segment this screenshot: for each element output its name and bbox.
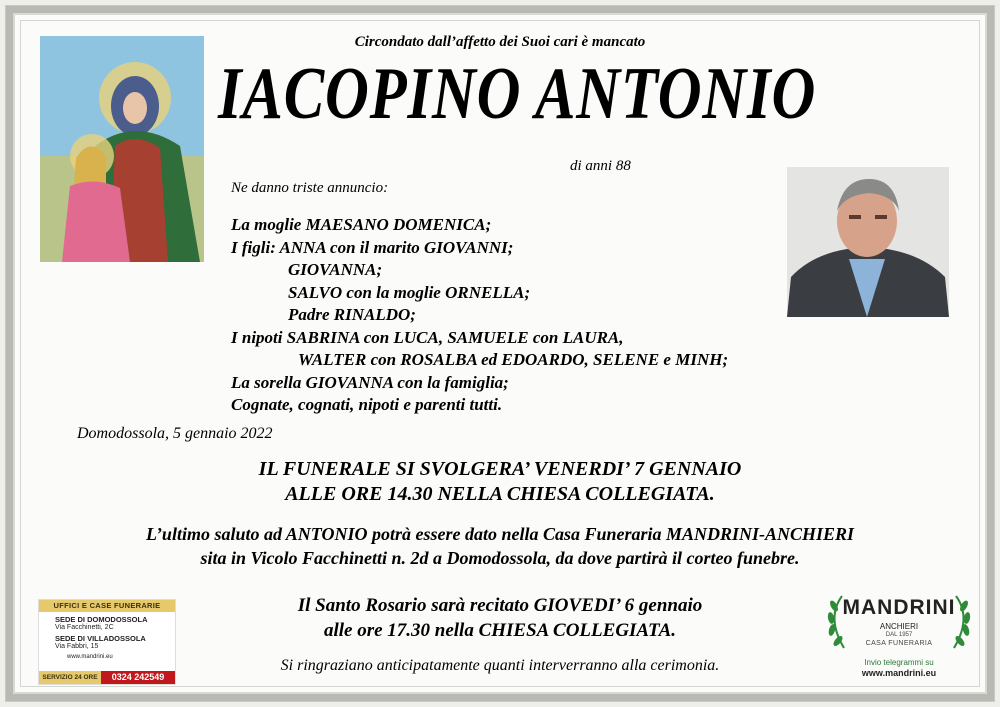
- logo-sub2: DAL 1957: [885, 632, 913, 638]
- sede2-address: Via Fabbri, 15: [55, 643, 99, 650]
- office-footer: [39, 671, 175, 684]
- sede1-title: SEDE DI DOMODOSSOLA: [55, 615, 148, 624]
- logo-telegram: Invio telegrammi su: [864, 658, 934, 667]
- logo-web: www.mandrini.eu: [861, 668, 937, 678]
- family-line: SALVO con la moglie ORNELLA;: [288, 282, 531, 302]
- family-line: I figli: ANNA con il marito GIOVANNI;: [231, 237, 514, 257]
- office-info-box: [38, 599, 176, 685]
- sede1-address: Via Facchinetti, 2C: [55, 624, 114, 631]
- funeral-line: IL FUNERALE SI SVOLGERA’ VENERDI’ 7 GENNAIO: [258, 458, 742, 480]
- age-text: di anni 88: [570, 158, 631, 174]
- announce-text: Ne danno triste annuncio:: [231, 180, 389, 196]
- family-line: Cognate, cognati, nipoti e parenti tutti.: [231, 395, 503, 414]
- family-line: GIOVANNA;: [288, 260, 383, 279]
- deceased-photo: [787, 167, 949, 317]
- family-line: La moglie MAESANO DOMENICA;: [231, 215, 492, 234]
- phone-number: 0324 242549: [101, 671, 175, 684]
- rosario-line: alle ore 17.30 nella CHIESA COLLEGIATA.: [323, 620, 677, 641]
- thanks-text: Si ringraziano anticipatamente quanti interverranno alla cerimonia.: [280, 657, 720, 674]
- office-header: UFFICI E CASE FUNERARIE: [39, 600, 175, 612]
- mandrini-logo: [822, 588, 976, 684]
- intro-text: Circondato dall’affetto dei Suoi cari è mancato: [354, 34, 646, 50]
- office-web: www.mandrini.eu: [67, 654, 113, 660]
- sede2-title: SEDE DI VILLADOSSOLA: [55, 634, 146, 643]
- funeral-line: ALLE ORE 14.30 NELLA CHIESA COLLEGIATA.: [285, 483, 715, 505]
- religious-image: [40, 36, 204, 262]
- family-line: Padre RINALDO;: [288, 305, 416, 324]
- saluto-line: sita in Vicolo Facchinetti n. 2d a Domodossola, da dove partirà il corteo funebre.: [200, 548, 800, 568]
- family-line: I nipoti SABRINA con LUCA, SAMUELE con LAURA,: [231, 327, 624, 347]
- saluto-info: [0, 522, 1000, 570]
- service-badge: SERVIZIO 24 ORE: [39, 671, 101, 684]
- funeral-info: [0, 457, 1000, 507]
- logo-sub3: CASA FUNERARIA: [865, 640, 933, 647]
- logo-brand: MANDRINI: [842, 596, 956, 619]
- saluto-line: L’ultimo saluto ad ANTONIO potrà essere dato nella Casa Funeraria MANDRINI-ANCHIERI: [145, 524, 855, 544]
- rosario-line: Il Santo Rosario sarà recitato GIOVEDI’ 6 gennaio: [297, 595, 703, 616]
- place-date: Domodossola, 5 gennaio 2022: [77, 425, 273, 442]
- family-line: La sorella GIOVANNA con la famiglia;: [231, 372, 509, 392]
- deceased-name: IACOPINO ANTONIO: [218, 53, 817, 135]
- logo-sub1: ANCHIERI: [879, 622, 919, 631]
- family-list: [231, 214, 728, 417]
- family-line: WALTER con ROSALBA ed EDOARDO, SELENE e MINH;: [298, 350, 729, 369]
